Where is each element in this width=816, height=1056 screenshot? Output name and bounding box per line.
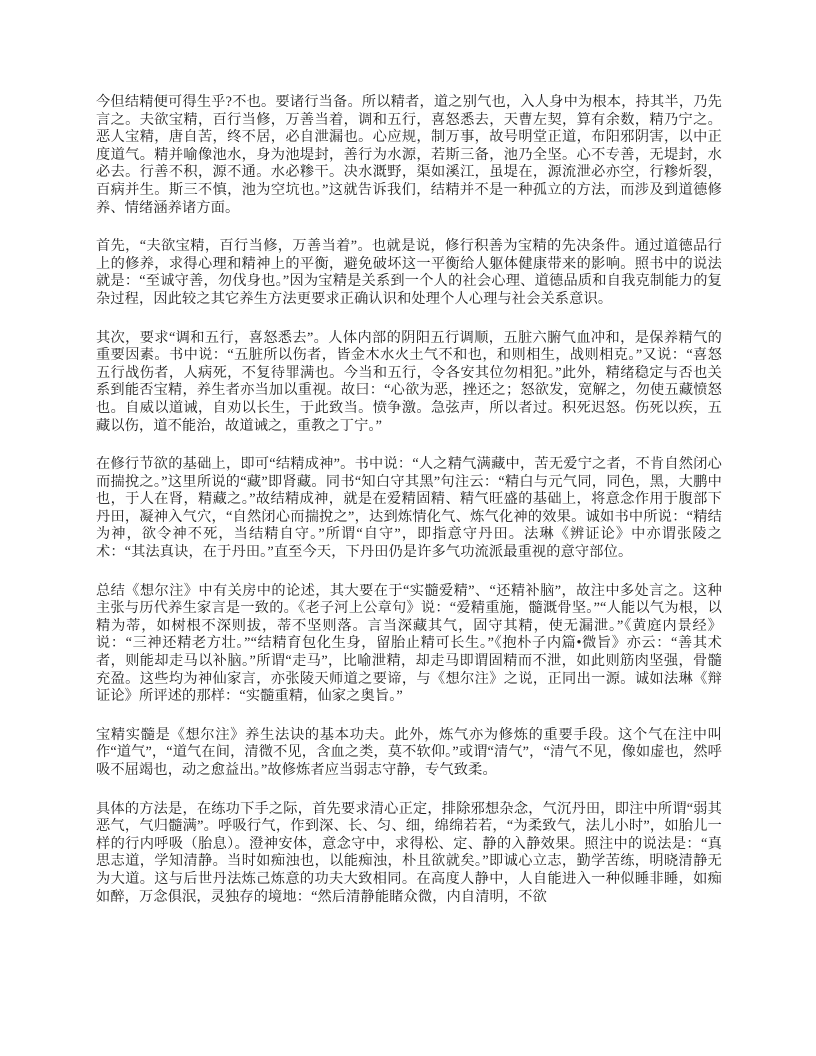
paragraph-2: 首先，“夫欲宝精，百行当修，万善当着”。也就是说，修行积善为宝精的先决条件。通过道德品行上的修养，求得心理和精神上的平衡，避免破坏这一平衡给人躯体健康带来的影响。照书中的说法就是：“至诚守善，勿伐身也。”因为宝精是关系到一个人的社会心理、道德品质和自我克制能力的复杂过程，因此较之其它养生方法更要求正确认识和处理个人心理与社会关系意识。 xyxy=(96,238,722,307)
paragraph-1: 今但结精便可得生乎?不也。要诸行当备。所以精者，道之别气也，入人身中为根本，持其半，乃先言之。夫欲宝精，百行当修，万善当着，调和五行，喜怒悉去，天曹左契，算有余数，精乃宁之。恶人宝精，唐自苦，终不居，必自泄漏也。心应规，制万事，故号明堂正道，布阳邪阴害，以中正度道气。精并喻像池水，身为池堤封，善行为水源，若斯三备，池乃全坚。心不专善，无堤封，水必去。行善不积，源不通。水必糁干。决水溉野，渠如溪江，虽堤在，源流泄必亦空，行糁炘裂，百病并生。斯三不慎，池为空坑也。”这就告诉我们，结精并不是一种孤立的方法，而涉及到道德修养、情绪涵养诸方面。 xyxy=(96,94,722,216)
paragraph-7: 具体的方法是，在练功下手之际，首先要求清心正定，排除邪想杂念，气沉丹田，即注中所谓“弱其恶气，气归髓满”。呼吸行气，作到深、长、匀、细，绵绵若若，“为柔致气，法儿小时”，如胎儿一样的行内呼吸（胎息）。澄神安体，意念守中，求得松、定、静的入静效果。照注中的说法是：“真思志道，学知清静。当时如痴浊也，以能痴浊，朴且欲就矣。”即诚心立志，勤学苦练，明晓清静无为大道。这与后世丹法炼己炼意的功夫大致相同。在高度人静中，人自能进入一种似睡非睡，如痴如醉，万念俱泯，灵独存的境地：“然后清静能睹众微，内自清明，不欲 xyxy=(96,800,722,905)
paragraph-5: 总结《想尔注》中有关房中的论述，其大要在于“实髓爱精”、“还精补脑”，故注中多处言之。这种主张与历代养生家言是一致的。《老子河上公章句》说：“爱精重施，髓溉骨坚。”“人能以气为根，以精为蒂，如树根不深则拔，蒂不坚则落。言当深藏其气，固守其精，使无漏泄。”《黄庭内景经》说：“三神还精老方壮。”“结精育包化生身，留胎止精可长生。”《抱朴子内篇•微旨》亦云：“善其术者，则能却走马以补脑。”所谓“走马”，比喻泄精，却走马即谓固精而不泄，如此则筋肉坚强，骨髓充盈。这些均为神仙家言，亦张陵天师道之要谛，与《想尔注》之说，正同出一源。诚如法琳《辩证论》所评述的那样：“实髓重精，仙家之奥旨。” xyxy=(96,582,722,705)
paragraph-6: 宝精实髓是《想尔注》养生法诀的基本功夫。此外，炼气亦为修炼的重要手段。这个气在注中叫作“道气”，“道气在间，清微不见，含血之类，莫不软仰。”或谓“清气”，“清气不见，像如虚也，然呼吸不屈竭也，动之愈益出。”故修炼者应当弱志守静，专气致柔。 xyxy=(96,726,722,778)
text-body xyxy=(96,94,722,927)
paragraph-4: 在修行节欲的基础上，即可“结精成神”。书中说：“人之精气满藏中，苦无爱宁之者，不肯自然闭心而揣挩之。”这里所说的“藏”即肾藏。同书“知白守其黑”句注云：“精白与元气同，同色，黑，大鹏中也，于人在肾，精藏之。”故结精成神，就是在爱精固精、精气旺盛的基础上，将意念作用于腹部下丹田，凝神入气穴，“自然闭心而揣挩之”，达到炼情化气、炼气化神的效果。诚如书中所说：“精结为神，欲令神不死，当结精自守。”所谓“自守”，即指意守丹田。法琳《辨证论》中亦谓张陵之术：“其法真诀，在于丹田。”直至今天，下丹田仍是许多气功流派最重视的意守部位。 xyxy=(96,456,722,561)
paragraph-3: 其次，要求“调和五行，喜怒悉去”。人体内部的阴阳五行调顺，五脏六腑气血冲和，是保养精气的重要因素。书中说：“五脏所以伤者，皆金木水火土气不和也，和则相生，战则相克。”又说：“喜怒五行战伤者，人病死，不复待罪满也。今当和五行，令各安其位勿相犯。”此外，精绪稳定与否也关系到能否宝精，养生者亦当加以重视。故曰：“心欲为恶，挫还之；怒欲发，宽解之，勿使五藏愤怒也。自威以道诫，自劝以长生，于此致当。愤争激。急弦声，所以者过。积死迟怒。伤死以疾，五藏以伤，道不能治，故道诫之，重教之丁宁。” xyxy=(96,329,722,434)
